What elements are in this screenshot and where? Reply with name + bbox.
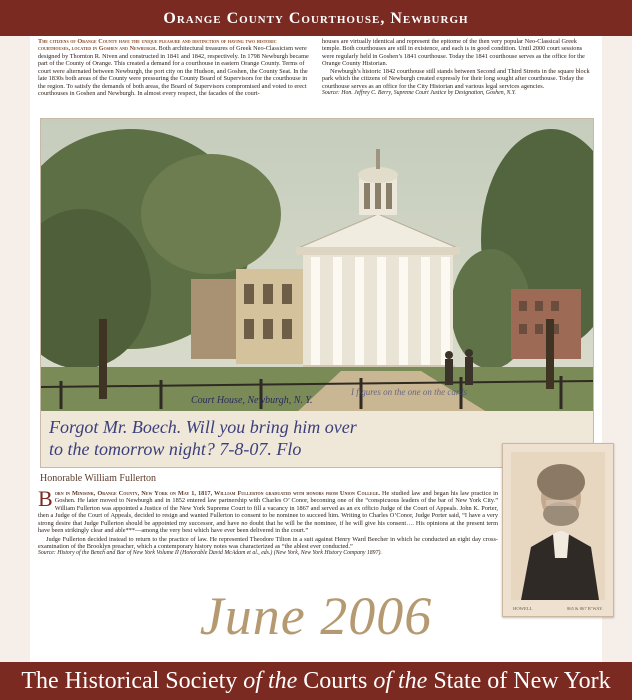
portrait-caption: Honorable William Fullerton <box>40 473 157 484</box>
article-body-right-1: houses are virtually identical and represent the epitome of the then very popular Neo-Classical Greek temple. Both courthouses are still in existence, and each is in good condition. Until 2000 court sessions were regularly held in Goshen’s 1841 courthouse. Today the 1841 courthouse serves as the office for the Orange County Historian. <box>322 38 585 68</box>
article-body-left: Both architectural treasures of Greek Neo-Classicism were designed by Thornton R. Niven and constructed in 1841 and 1842, respectively. In 1798 Newburgh became part of the County of Orange. This created a demand for a courthouse in eastern Orange County. Terms of court were alternated between Newburgh, the port city on the Hudson, and Goshen, the County Seat. In the late 1830s both areas of the County were pressuring the County Board of Supervisors for the courthouse in the region. To satisfy the demands of both areas, the Board of Supervisors compromised and voted to erect courthouses in Goshen and Newburgh. In almost every respect, the facades of the court- <box>38 45 309 97</box>
footer-title <box>0 669 632 693</box>
postcard-handwriting-1: Forgot Mr. Boech. Will you bring him over <box>49 417 357 437</box>
biography <box>38 486 499 557</box>
footer-part-1: The Historical Society <box>21 668 244 694</box>
portrait-studio-label: HOWELL <box>513 606 533 611</box>
month-label: June 2006 <box>199 586 433 646</box>
footer-band <box>0 662 632 700</box>
article-column-right <box>322 38 594 97</box>
footer-part-5: State of New York <box>427 668 611 694</box>
biography-paragraph-1: He studied law and began his law practice in Goshen. He later moved to Newburgh and in 1852 entered law partnership with Charles O’ Conor, becoming one of the “conspicuous leaders of the bar of New York City.” William Fullerton was appointed a Justice of the New York Supreme Court to fill a vacancy in 1867 and served as an ex officio Judge of the Court of Appeals. John K. Porter, then a Judge of the Court of Appeals, decided to resign and wanted Fullerton to consent to be nominee to succeed him. Writing to Charles O’Conor, Judge Porter said, “I have a very strong desire that Judge Fullerton should be appointed my successor, and have no doubt that he will be the nominee, if he will give his consent…. His opinions at the present term have been strikingly clear and able***—among the very best which have ever been delivered in the court.” <box>38 490 499 535</box>
drop-cap: B <box>38 486 53 511</box>
biography-paragraph-2: Judge Fullerton decided instead to return to the practice of law. He represented Theodore Tilton in a suit against Henry Ward Beecher in which he conducted an eight day cross-examination of the Brooklyn preacher, which a contemporary history notes was characterized as “the ablest ever conducted.” <box>38 535 498 550</box>
article-columns <box>38 38 594 97</box>
postcard-print-caption: Court House, Newburgh, N. Y. <box>191 395 313 406</box>
footer-part-2: of the <box>243 668 298 694</box>
article-column-left <box>38 38 310 97</box>
article-source: Source: Hon. Jeffrey C. Berry, Supreme Court Justice by Designation, Goshen, N.Y. <box>322 89 516 96</box>
courthouse-illustration <box>41 119 593 467</box>
left-margin-strip <box>0 36 30 662</box>
portrait-image <box>511 452 605 600</box>
courthouse-postcard <box>40 118 594 468</box>
postcard-handwriting-2: to the tomorrow night? 7-8-07. Flo <box>49 439 302 459</box>
postcard-top-writing: I figures on the one on the cards <box>351 387 468 397</box>
article-body-right-2: Newburgh’s historic 1842 courthouse still stands between Second and Third Streets in the square block park which the citizens of Newburgh created expressly for their long sought after courthouse. Today the courthouse serves as an office for the City Historian and various legal services agencies. <box>322 67 590 90</box>
header-title: Orange County Courthouse, Newburgh <box>163 10 469 27</box>
article <box>38 38 594 97</box>
portrait-address-label: 865 & 867 B’WAY. <box>567 606 603 611</box>
header-band <box>0 0 632 36</box>
footer-part-4: of the <box>373 668 428 694</box>
article-lead: The citizens of Orange County have the unique pleasure and distinction of having two historic courthouses, located in Goshen and Newburgh. <box>38 38 277 53</box>
biography-lead: orn in Minisink, Orange County, New York on May 1, 1817, William Fullerton graduated with honors from Union College. <box>54 490 380 497</box>
portrait-illustration <box>511 452 605 600</box>
biography-source: Source: History of the Bench and Bar of New York Volume II (Honorable David McAdam et al., eds.) (New York, New York History Company 1897). <box>38 550 382 557</box>
footer-part-3: Courts <box>297 668 374 694</box>
